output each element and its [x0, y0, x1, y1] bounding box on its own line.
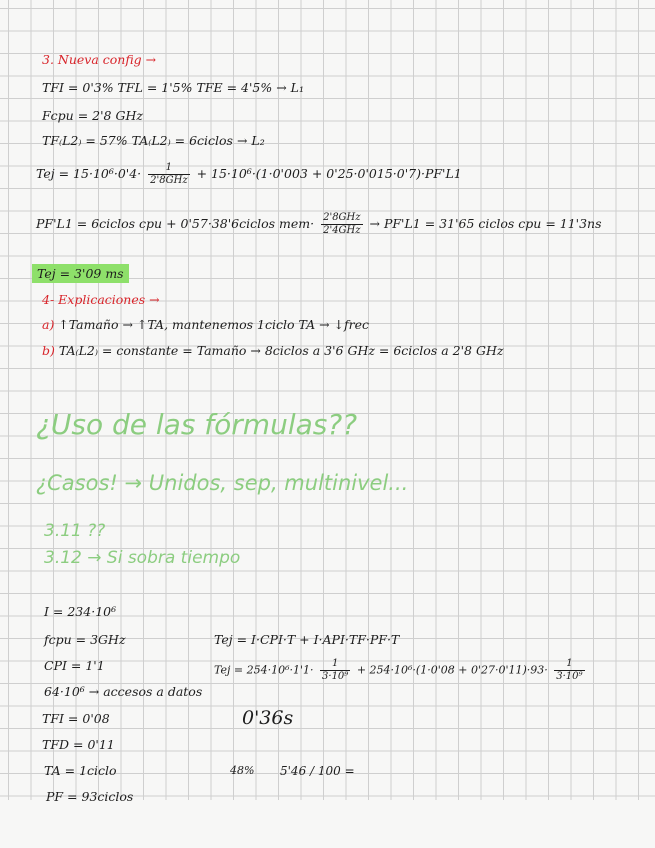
explanation-a-label: a) [42, 317, 55, 332]
tej2-fraction2-num: 1 [554, 658, 584, 671]
section3-title: 3. Nueva config → [42, 52, 157, 67]
green-note-312: 3.12 → Si sobra tiempo [44, 548, 241, 568]
tej-fraction-den: 2'8GHz [150, 175, 188, 186]
tej-result: Tej = 3'09 ms [32, 264, 129, 283]
green-question-formulas: ¿Uso de las fórmulas?? [36, 408, 358, 441]
formula-line: Tej = I·CPI·T + I·API·TF·PF·T [214, 632, 400, 647]
pf-fraction [321, 212, 362, 237]
tej-suffix: + 15·10⁶·(1·0'003 + 0'25·0'015·0'7)·PF'L1 [196, 166, 462, 181]
pf-fraction-num: 2'8GHz [323, 212, 361, 223]
tej-equation [36, 162, 462, 187]
tej2-fraction2 [554, 658, 584, 683]
green-question-cases: ¿Casos! → Unidos, sep, multinivel... [36, 471, 409, 495]
explanation-b [42, 343, 503, 359]
division-calc: 5'46 / 100 = [280, 764, 355, 778]
tej2-fraction2-den: 3·10⁹ [556, 671, 583, 682]
big-result: 0'36s [242, 707, 294, 729]
tej2-fraction [320, 658, 350, 683]
explanation-a [42, 317, 369, 333]
pf-suffix: → PF'L1 = 31'65 ciclos cpu = 11'3ns [369, 216, 602, 231]
tf-rates-line: TF𝐼 = 0'3% TF𝐿 = 1'5% TF𝐸 = 4'5% → L₁ [42, 80, 304, 95]
tej-fraction-num: 1 [148, 162, 189, 175]
tej-prefix: Tej = 15·10⁶·0'4· [36, 166, 142, 181]
percentage: 48% [230, 764, 255, 777]
fcpu-line: Fcpu = 2'8 GHz [42, 108, 143, 123]
pf-equation [36, 212, 602, 237]
tfi-line: TFI = 0'08 [42, 711, 110, 726]
green-note-311: 3.11 ?? [44, 521, 106, 541]
tej2-fraction-den: 3·10⁹ [322, 671, 349, 682]
cpi-line: CPI = 1'1 [44, 658, 105, 673]
tfd-line: TFD = 0'11 [42, 737, 115, 752]
page-bottom-margin [0, 800, 655, 848]
pf-fraction-den: 2'4GHz [323, 225, 361, 236]
tej2-fraction-num: 1 [320, 658, 350, 671]
tej2-equation [214, 658, 588, 683]
explanation-b-text: TA₍L2₎ = constante = Tamaño → 8ciclos a 3'6 GHz = 6ciclos a 2'8 GHz [58, 343, 504, 358]
section4-title: 4- Explicaciones → [42, 292, 160, 307]
tf-l2-line: TF₍L2₎ = 57% TA₍L2₎ = 6ciclos → L₂ [42, 133, 265, 148]
tej2-prefix: Tej = 254·10⁶·1'1· [214, 663, 314, 677]
pf2-line: PF = 93ciclos [46, 789, 134, 804]
fcpu2-line: fcpu = 3GHz [44, 632, 126, 647]
i-line: I = 234·10⁶ [44, 604, 117, 619]
accesos-line: 64·10⁶ → accesos a datos [44, 684, 203, 699]
tej-fraction [148, 162, 189, 187]
tej2-mid: + 254·10⁶·(1·0'08 + 0'27·0'11)·93· [356, 663, 548, 677]
explanation-b-label: b) [42, 343, 55, 358]
ta-line: TA = 1ciclo [44, 763, 117, 778]
pf-prefix: PF'L1 = 6ciclos cpu + 0'57·38'6ciclos mem· [36, 216, 315, 231]
explanation-a-text: ↑Tamaño → ↑TA, mantenemos 1ciclo TA → ↓frec [58, 317, 370, 332]
result-highlight [32, 266, 129, 282]
